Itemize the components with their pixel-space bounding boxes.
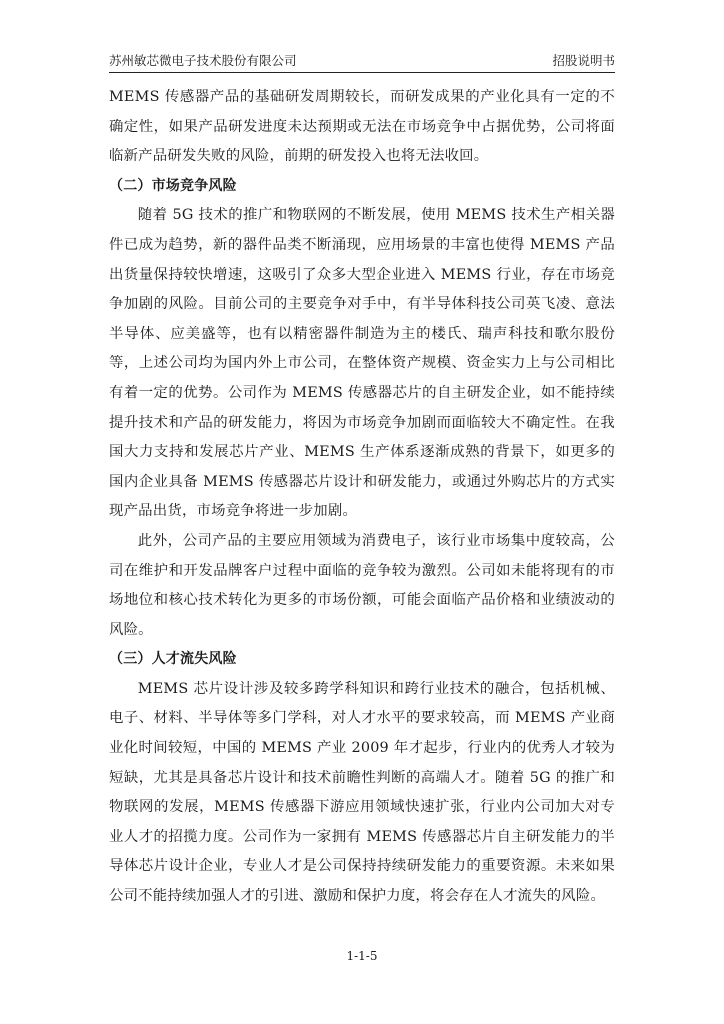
section-heading-talent-loss: （三）人才流失风险 bbox=[109, 651, 237, 668]
company-name: 苏州敏芯微电子技术股份有限公司 bbox=[109, 53, 297, 68]
document-type: 招股说明书 bbox=[552, 53, 615, 68]
section-heading-market-competition: （二）市场竞争风险 bbox=[109, 177, 237, 194]
paragraph-rd-risk-continued: MEMS 传感器产品的基础研发周期较长，而研发成果的产业化具有一定的不确定性，如果产品研发进度未达预期或无法在市场竞争中占据优势，公司将面临新产品研发失败的风险，前期的研发投入也将无法收回。 bbox=[109, 89, 615, 165]
paragraph-market-competition: 随着 5G 技术的推广和物联网的不断发展，使用 MEMS 技术生产相关器件已成为趋势，新的器件品类不断涌现，应用场景的丰富也使得 MEMS 产品出货量保持较快增速，这吸引了众多大型企业进入 MEMS 行业，存在市场竞争加剧的风险。目前公司的主要竞争对手中，有半导体科技公司英飞凌、意法半导体、应美盛等，也有以精密器件制造为主的楼氏、瑞声科技和歌尔股份等，上述公司均为国内外上市公司，在整体资产规模、资金实力上与公司相比有着一定的优势。公司作为 MEMS 传感器芯片的自主研发企业，如不能持续提升技术和产品的研发能力，将因为市场竞争加剧而面临较大不确定性。在我国大力支持和发展芯片产业、MEMS 生产体系逐渐成熟的背景下，如更多的国内企业具备 MEMS 传感器芯片设计和研发能力，或通过外购芯片的方式实现产品出货，市场竞争将进一步加剧。 bbox=[109, 207, 615, 520]
header-divider bbox=[109, 72, 615, 73]
paragraph-consumer-electronics: 此外，公司产品的主要应用领域为消费电子，该行业市场集中度较高，公司在维护和开发品牌客户过程中面临的竞争较为激烈。公司如未能将现有的市场地位和核心技术转化为更多的市场份额，可能会面临产品价格和业绩波动的风险。 bbox=[109, 532, 615, 638]
page-body bbox=[109, 83, 615, 912]
page-number: 1-1-5 bbox=[346, 949, 378, 963]
page-header bbox=[109, 50, 615, 72]
paragraph-talent-loss: MEMS 芯片设计涉及较多跨学科知识和跨行业技术的融合，包括机械、电子、材料、半导体等多门学科，对人才水平的要求较高，而 MEMS 产业商业化时间较短，中国的 MEMS 产业 2009 年才起步，行业内的优秀人才较为短缺，尤其是具备芯片设计和技术前瞻性判断的高端人才。随着 5G 的推广和物联网的发展，MEMS 传感器下游应用领域快速扩张，行业内公司加大对专业人才的招揽力度。公司作为一家拥有 MEMS 传感器芯片自主研发能力的半导体芯片设计企业，专业人才是公司保持持续研发能力的重要资源。未来如果公司不能持续加强人才的引进、激励和保护力度，将会存在人才流失的风险。 bbox=[109, 680, 615, 905]
